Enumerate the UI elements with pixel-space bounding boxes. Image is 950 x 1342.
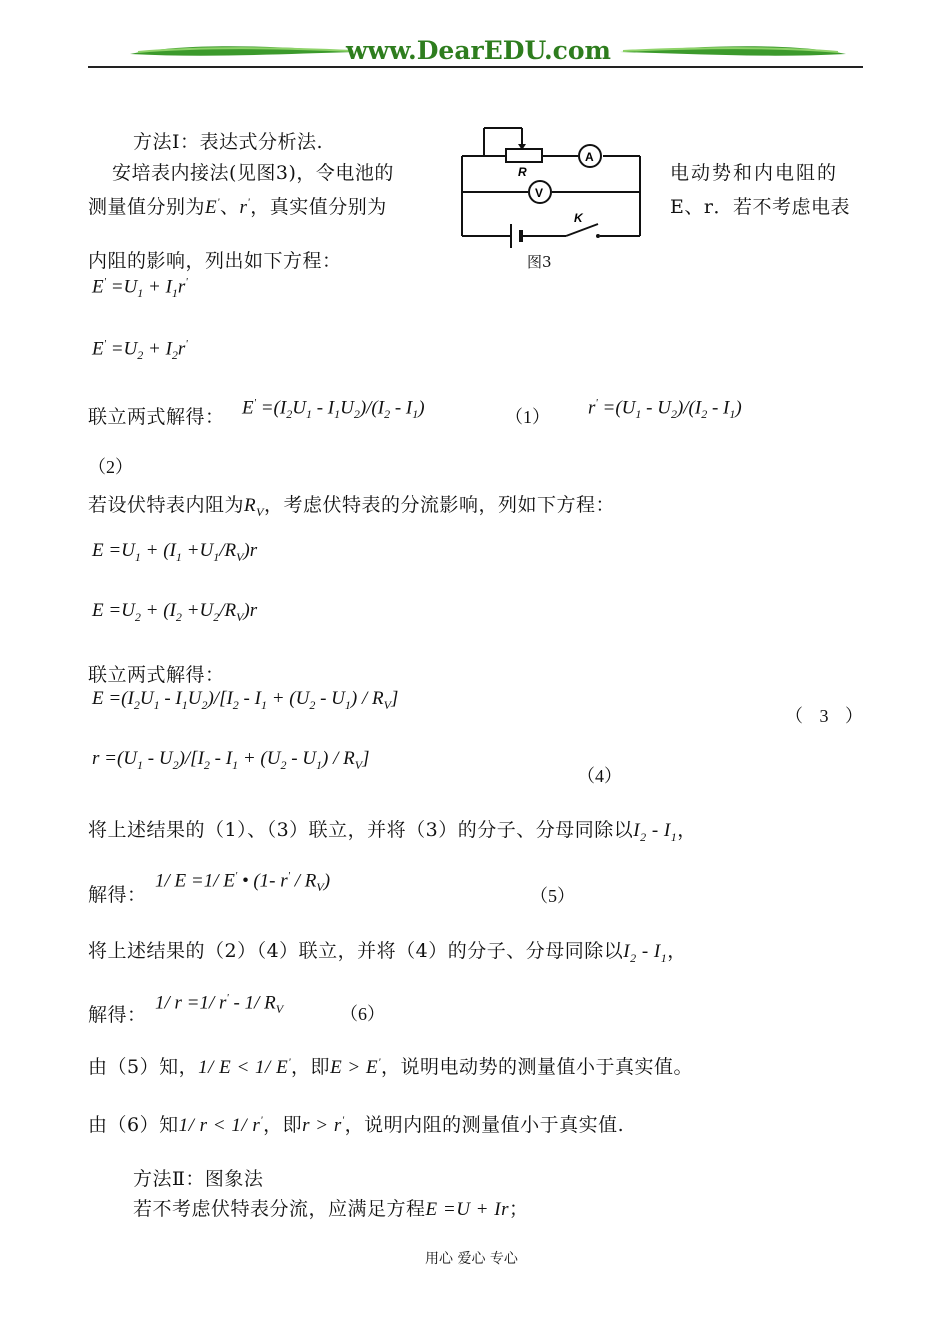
equation-1b: $E' =U_2 + I_2r'$ bbox=[92, 338, 188, 363]
combine-13: 将上述结果的（1）、（3）联立，并将（3）的分子、分母同除以$I_2 - I_1$， bbox=[88, 819, 697, 844]
header-rule bbox=[88, 66, 863, 68]
method2-line-text: 若不考虑伏特表分流，应满足方程 bbox=[133, 1198, 426, 1220]
method2-title: 方法Ⅱ：图象法 bbox=[133, 1168, 264, 1190]
header-banner bbox=[88, 30, 863, 75]
intro-line2-b: ，真实值分别为 bbox=[250, 196, 387, 218]
conclusion-2: 由（6）知1/ r < 1/ r'，即r > r'，说明内阻的测量值小于真实值. bbox=[88, 1114, 625, 1136]
intro-line1-b: 电动势和内电阻的 bbox=[670, 162, 839, 184]
footer-text: 用心 爱心 专心 bbox=[425, 1251, 518, 1267]
equation-5: 1/ E =1/ E' • (1- $r' / R_V$) bbox=[155, 870, 331, 895]
eq-num-6: （6） bbox=[340, 1004, 385, 1024]
eq-num-1: （1） bbox=[505, 407, 550, 427]
conc2-b: ，即 bbox=[263, 1114, 303, 1136]
jiede-1: 解得： bbox=[88, 884, 147, 906]
label-v: V bbox=[535, 186, 544, 200]
equation-2b: $E =U_2 + (I_2 +U_2/R_V)r$ bbox=[92, 600, 258, 624]
rv-symbol: $R_V$ bbox=[244, 495, 264, 519]
conclusion-1: 由（5）知，1/ E < 1/ E'，即E > E'，说明电动势的测量值小于真实值。 bbox=[88, 1056, 693, 1078]
equation-1a: $E' =U_1 + I_1r'$ bbox=[92, 276, 188, 301]
method1-title: 方法Ⅰ：表达式分析法. bbox=[133, 131, 324, 153]
combine-24-text: 将上述结果的（2）（4）联立，并将（4）的分子、分母同除以 bbox=[88, 940, 624, 962]
eq-num-3: （ 3 ） bbox=[785, 706, 869, 726]
rv-sentence-b: ，考虑伏特表的分流影响，列如下方程： bbox=[263, 494, 615, 516]
conc1-a: 由（5）知， bbox=[88, 1056, 199, 1078]
solve-label-2: 联立两式解得： bbox=[88, 664, 225, 686]
rv-sentence-a: 若设伏特表内阻为 bbox=[88, 494, 245, 516]
conc2-c: ，说明内阻的测量值小于真实值. bbox=[344, 1114, 625, 1136]
site-logo: www.DearEDU.com bbox=[346, 36, 612, 65]
rv-sentence bbox=[88, 490, 615, 520]
jiede-2: 解得： bbox=[88, 1004, 147, 1026]
eq-num-5: （5） bbox=[530, 886, 575, 906]
method2-line: 若不考虑伏特表分流，应满足方程E =U + Ir； bbox=[133, 1198, 529, 1220]
figure-caption: 图3 bbox=[527, 253, 552, 271]
resistor-r bbox=[506, 149, 542, 162]
leaf-swoosh-right bbox=[618, 40, 848, 66]
equation-4: $r =(U_1 - U_2)/[I_2 - I_1 + (U_2 - U_1) / R_V]$ bbox=[92, 748, 370, 772]
intro-line2-a: 测量值分别为 bbox=[88, 196, 206, 218]
intro-line1-a: 安培表内接法(见图3)，令电池的 bbox=[112, 162, 394, 184]
equation-2a: $E =U_1 + (I_1 +U_1/R_V)r$ bbox=[92, 540, 258, 564]
label-r: R bbox=[518, 165, 527, 179]
intro-line3: 内阻的影响，列出如下方程： bbox=[88, 250, 342, 272]
eq-num-4: （4） bbox=[577, 766, 622, 786]
conc1-b: ，即 bbox=[291, 1056, 331, 1078]
equation-solution-e: $E' =(I_2U_1 - I_1U_2)/(I_2 - I_1)$ bbox=[242, 397, 425, 422]
eq-num-2: （2） bbox=[88, 457, 133, 477]
circuit-diagram bbox=[458, 124, 648, 248]
intro-line2-c: E、r．若不考虑电表 bbox=[670, 196, 850, 218]
combine-24: 将上述结果的（2）（4）联立，并将（4）的分子、分母同除以$I_2 - I_1$， bbox=[88, 940, 687, 965]
intro-line2: 测量值分别为E'、r'，真实值分别为 bbox=[88, 196, 387, 218]
solve-label: 联立两式解得： bbox=[88, 406, 225, 428]
conc1-c: ，说明电动势的测量值小于真实值。 bbox=[380, 1056, 693, 1078]
conc2-a: 由（6）知 bbox=[88, 1114, 179, 1136]
measured-symbols: E' bbox=[205, 196, 220, 218]
leaf-swoosh-left bbox=[128, 40, 358, 66]
equation-solution-r: $r' =(U_1 - U_2)/(I_2 - I_1)$ bbox=[588, 397, 742, 422]
label-a: A bbox=[585, 150, 594, 164]
label-k: K bbox=[574, 211, 583, 225]
equation-3: $E =(I_2U_1 - I_1U_2)/[I_2 - I_1 + (U_2 - U_1) / R_V]$ bbox=[92, 688, 399, 712]
equation-6: 1/ r =1/ r' - 1/ $R_V$ bbox=[155, 992, 284, 1017]
combine-13-text: 将上述结果的（1）、（3）联立，并将（3）的分子、分母同除以 bbox=[88, 819, 634, 841]
semicolon: ； bbox=[508, 1198, 529, 1220]
